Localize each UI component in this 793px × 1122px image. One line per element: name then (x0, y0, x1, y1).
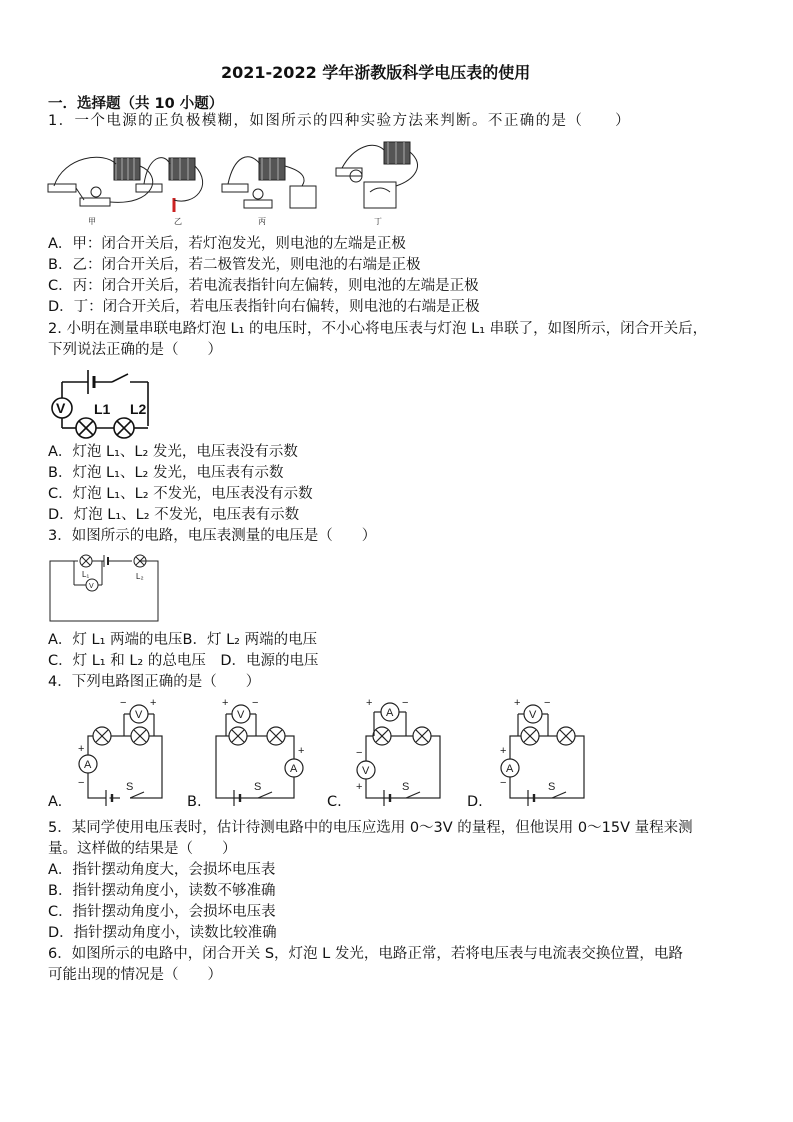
fig-bing-ammeter (290, 186, 316, 208)
q1-option-d: D．丁：闭合开关后，若电压表指针向右偏转，则电池的右端是正极 (48, 299, 480, 315)
q2-option-a: A．灯泡 L₁、L₂ 发光，电压表没有示数 (48, 444, 298, 460)
q6-stem-line2: 可能出现的情况是（ ） (48, 967, 222, 983)
section-heading: 一．选择题（共 10 小题） (48, 96, 224, 112)
q2-stem-line1: 2. 小明在测量串联电路灯泡 L₁ 的电压时，不小心将电压表与灯泡 L₁ 串联了，如图所示，闭合开关后， (48, 321, 708, 337)
q4b-s-label: S (254, 781, 262, 793)
q3-l2-label: L₂ (136, 572, 144, 581)
q2-stem-line2: 下列说法正确的是（ ） (48, 342, 222, 358)
q1-figure (44, 136, 424, 232)
q4d-plus2: + (500, 745, 507, 757)
q3-stem: 3．如图所示的电路，电压表测量的电压是（ ） (48, 528, 377, 544)
q4-circuit-a (79, 705, 162, 806)
q4a-s-label: S (126, 781, 134, 793)
q2-option-c: C．灯泡 L₁、L₂ 不发光，电压表没有示数 (48, 486, 313, 502)
q6-stem-line1: 6．如图所示的电路中，闭合开关 S，灯泡 L 发光，电路正常，若将电压表与电流表交换位置，电路 (48, 946, 683, 962)
fig-label-ding: 丁 (374, 217, 382, 226)
q4c-plus: + (366, 697, 373, 709)
q4a-minus: − (120, 697, 127, 709)
q4b-plus2: + (298, 745, 305, 757)
q4c-s-label: S (402, 781, 410, 793)
q5-option-a: A．指针摆动角度大，会损坏电压表 (48, 862, 276, 878)
q4d-minus: − (544, 697, 551, 709)
q5-stem-line1: 5．某同学使用电压表时，估计待测电路中的电压应选用 0～3V 的量程，但他误用 0～15V 量程来测 (48, 820, 693, 836)
fig-ding-voltmeter (364, 182, 396, 208)
fig-yi-battery (169, 158, 195, 180)
q4c-v-label: V (362, 765, 370, 777)
page-title: 2021-2022 学年浙教版科学电压表的使用 (221, 63, 531, 82)
fig-label-yi: 乙 (174, 217, 182, 226)
q5-option-b: B．指针摆动角度小，读数不够准确 (48, 883, 276, 899)
q3-l1-label: L₁ (82, 570, 90, 579)
q4d-s-label: S (548, 781, 556, 793)
q2-l2-label: L2 (130, 401, 147, 417)
q1-stem: 1．一个电源的正负极模糊，如图所示的四种实验方法来判断。不正确的是（ ） (48, 113, 632, 129)
q2-l1-label: L1 (94, 401, 111, 417)
q4d-minus2: − (500, 777, 507, 789)
q3-options-line2: C．灯 L₁ 和 L₂ 的总电压 D．电源的电压 (48, 653, 319, 669)
q4-circuit-c (357, 703, 440, 806)
q2-meter-label: V (56, 400, 66, 416)
q1-option-b: B．乙：闭合开关后，若二极管发光，则电池的右端是正极 (48, 257, 421, 273)
q4a-minus2: − (78, 777, 85, 789)
q4a-plus2: + (78, 743, 85, 755)
q3-options-line1: A．灯 L₁ 两端的电压B．灯 L₂ 两端的电压 (48, 632, 318, 648)
q4d-v-label: V (529, 709, 537, 721)
q4-circuit-d (501, 705, 584, 806)
q4-label-a: A. (48, 794, 63, 810)
q2-option-b: B．灯泡 L₁、L₂ 发光，电压表有示数 (48, 465, 284, 481)
q4a-a-label: A (84, 759, 92, 771)
q4-label-b: B. (187, 794, 202, 810)
fig-jia-switch (48, 184, 76, 192)
fig-jia-bulb (91, 187, 101, 197)
q4c-minus: − (402, 697, 409, 709)
fig-label-bing: 丙 (258, 217, 266, 226)
fig-jia-base (80, 198, 110, 206)
q4b-v-label: V (237, 709, 245, 721)
q4b-minus: − (252, 697, 259, 709)
q5-stem-line2: 量。这样做的结果是（ ） (48, 841, 237, 857)
q4d-plus: + (514, 697, 521, 709)
q4b-plus: + (222, 697, 229, 709)
q2-option-d: D．灯泡 L₁、L₂ 不发光，电压表有示数 (48, 507, 300, 523)
q1-option-c: C．丙：闭合开关后，若电流表指针向左偏转，则电池的左端是正极 (48, 278, 479, 294)
q4c-a-label: A (386, 707, 394, 719)
q1-option-a: A．甲：闭合开关后，若灯泡发光，则电池的左端是正极 (48, 236, 406, 252)
q3-circuit-figure (46, 551, 164, 625)
q2-switch (112, 374, 128, 382)
q4-label-c: C. (327, 794, 342, 810)
q5-option-d: D．指针摆动角度小，读数比较准确 (48, 925, 277, 941)
q4b-a-label: A (290, 763, 298, 775)
q4a-plus: + (150, 697, 157, 709)
fig-jia-battery (114, 158, 140, 180)
fig-label-jia: 甲 (88, 217, 96, 226)
fig-bing-battery (259, 158, 285, 180)
q2-circuit-figure (44, 364, 154, 440)
q4-label-d: D. (467, 794, 483, 810)
q3-meter-label: V (89, 583, 94, 590)
q4-stem: 4．下列电路图正确的是（ ） (48, 674, 261, 690)
q4d-a-label: A (506, 763, 514, 775)
q4c-minus2: − (356, 747, 363, 759)
q4a-v-label: V (135, 709, 143, 721)
q5-option-c: C．指针摆动角度小，会损坏电压表 (48, 904, 276, 920)
q4-circuits-figure (44, 696, 604, 812)
q4c-plus2: + (356, 781, 363, 793)
